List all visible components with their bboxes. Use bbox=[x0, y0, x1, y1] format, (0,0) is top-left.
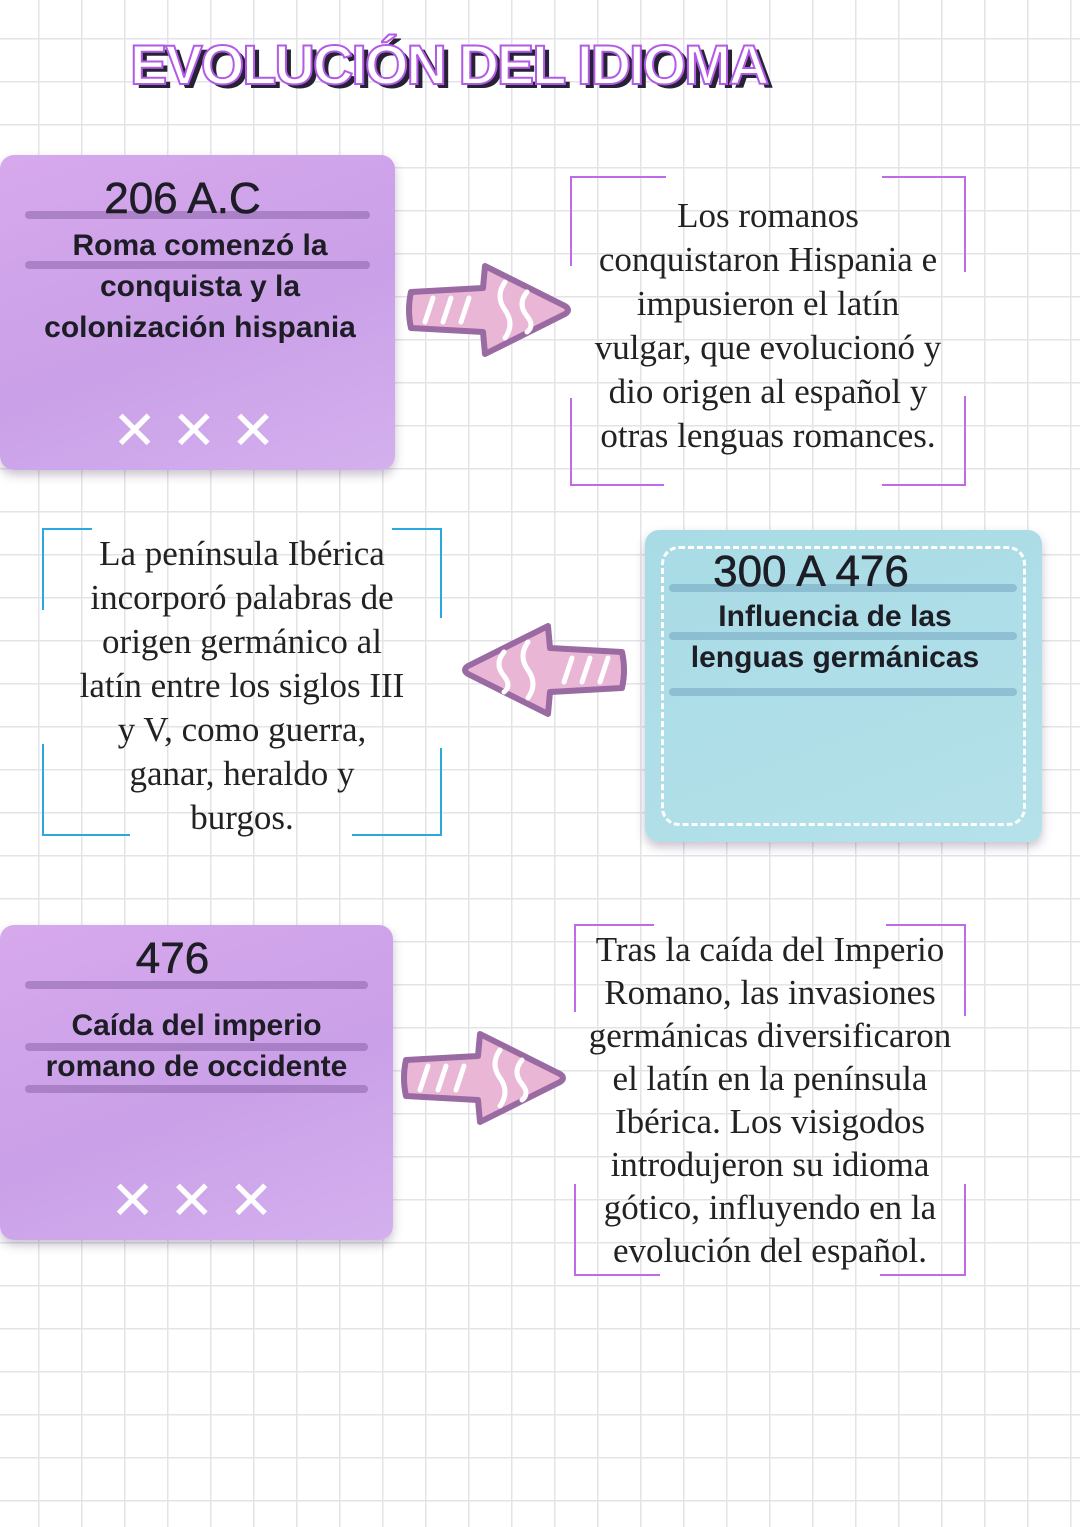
cross-marks-icon: ✕✕✕ bbox=[112, 399, 290, 462]
event-date: 476 bbox=[135, 934, 210, 983]
event-description-box: La península Ibérica incorporó palabras de origen germánico al latín entre los siglos III y V, como guerra, ganar, heraldo y burgos. bbox=[42, 528, 442, 836]
arrow-right-icon bbox=[405, 262, 575, 358]
page-title: EVOLUCIÓN DEL IDIOMA bbox=[130, 33, 768, 96]
arrow-left-icon bbox=[460, 622, 628, 718]
event-label: Caída del imperio romano de occidente bbox=[45, 1009, 348, 1083]
arrow-right-icon bbox=[400, 1030, 570, 1126]
event-card-206-ac bbox=[0, 155, 395, 470]
event-date: 206 A.C bbox=[104, 174, 261, 223]
event-label: Influencia de las lenguas germánicas bbox=[690, 600, 980, 674]
event-card-476 bbox=[0, 925, 393, 1240]
event-card-300-476 bbox=[645, 530, 1042, 842]
event-description-box: Tras la caída del Imperio Romano, las invasiones germánicas diversificaron el latín en la península Ibérica. Los visigodos introdujeron su idioma gótico, influyendo en la evolución del español. bbox=[574, 924, 966, 1276]
event-date: 300 A 476 bbox=[713, 547, 909, 596]
event-label: Roma comenzó la conquista y la colonización hispania bbox=[44, 229, 356, 344]
cross-marks-icon: ✕✕✕ bbox=[110, 1169, 288, 1232]
event-description-box: Los romanos conquistaron Hispania e impusieron el latín vulgar, que evolucionó y dio origen al español y otras lenguas romances. bbox=[570, 176, 966, 486]
